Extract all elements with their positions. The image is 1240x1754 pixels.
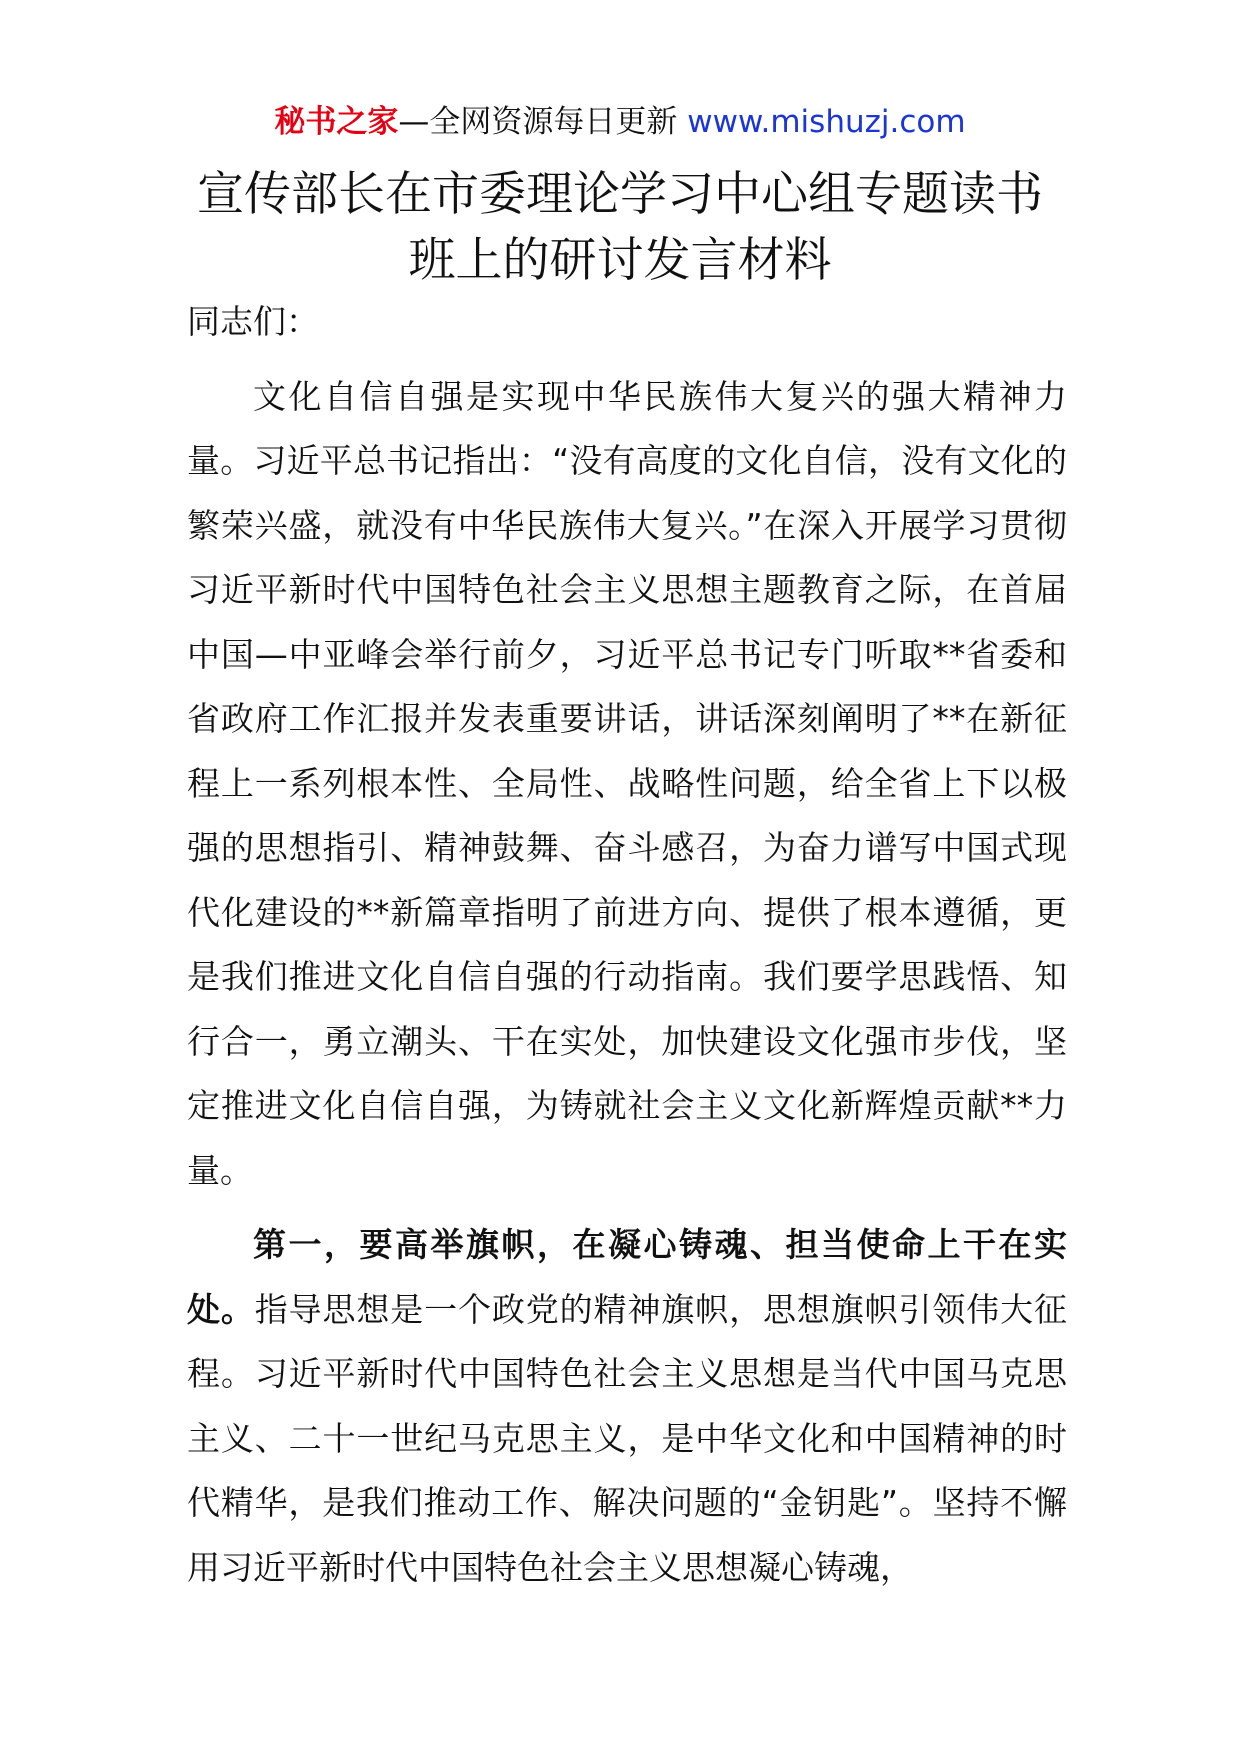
paragraph-body-text: 指导思想是一个政党的精神旗帜，思想旗帜引领伟大征程。习近平新时代中国特色社会主义思想是当代中国马克思主义、二十一世纪马克思主义，是中华文化和中国精神的时代精华，是我们推动工作、解决问题的“金钥匙”。坚持不懈用习近平新时代中国特色社会主义思想凝心铸魂， bbox=[187, 1289, 1068, 1587]
paragraph-intro: 文化自信自强是实现中华民族伟大复兴的强大精神力量。习近平总书记指出：“没有高度的文化自信，没有文化的繁荣兴盛，就没有中华民族伟大复兴。”在深入开展学习贯彻习近平新时代中国特色社会主义思想主题教育之际，在首届中国—中亚峰会举行前夕，习近平总书记专门听取**省委和省政府工作汇报并发表重要讲话，讲话深刻阐明了**在新征程上一系列根本性、全局性、战略性问题，给全省上下以极强的思想指引、精神鼓舞、奋斗感召，为奋力谱写中国式现代化建设的**新篇章指明了前进方向、提供了根本遵循，更是我们推进文化自信自强的行动指南。我们要学思践悟、知行合一，勇立潮头、干在实处，加快建设文化强市步伐，坚定推进文化自信自强，为铸就社会主义文化新辉煌贡献**力量。 bbox=[187, 376, 1067, 1190]
paragraph-lead-sentence: 第一，要高举旗帜，在凝心铸魂、担当使命上干在实处。 bbox=[187, 1225, 1067, 1329]
site-url-link[interactable]: www.mishuzj.com bbox=[687, 104, 966, 140]
document-body bbox=[187, 290, 1067, 1600]
site-slogan: —全网资源每日更新 bbox=[398, 104, 678, 140]
document-title bbox=[120, 162, 1120, 294]
paragraph-first-point bbox=[187, 1213, 1067, 1600]
salutation: 同志们： bbox=[187, 302, 319, 341]
title-line-1: 宣传部长在市委理论学习中心组专题读书 bbox=[197, 167, 1043, 222]
site-header bbox=[0, 100, 1240, 144]
brand-name: 秘书之家 bbox=[274, 104, 399, 140]
title-line-2: 班上的研讨发言材料 bbox=[408, 233, 832, 288]
